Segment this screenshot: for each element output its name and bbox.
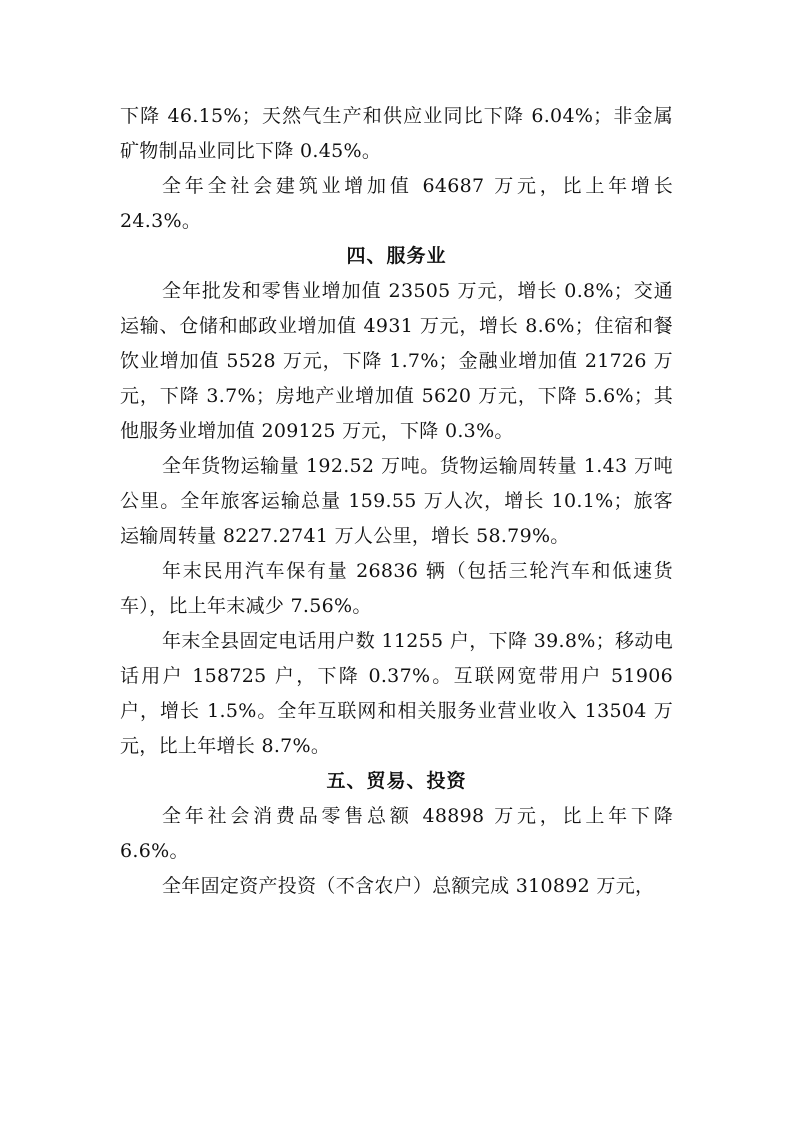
paragraph-service-value-added: 全年批发和零售业增加值 23505 万元，增长 0.8%；交通运输、仓储和邮政业增加值 4931 万元，增长 8.6%；住宿和餐饮业增加值 5528 万元，下降 1.7%；金融业增加值 21726 万元，下降 3.7%；房地产业增加值 5620 万元，下降 5.6%；其他服务业增加值 209125 万元，下降 0.3%。	[120, 280, 673, 442]
paragraph-retail: 全年社会消费品零售总额 48898 万元，比上年下降 6.6%。	[120, 805, 673, 862]
section-heading-services: 四、服务业	[346, 245, 447, 267]
section-heading-trade-investment: 五、贸易、投资	[326, 770, 467, 792]
paragraph-vehicles: 年末民用汽车保有量 26836 辆（包括三轮汽车和低速货车），比上年末减少 7.56%。	[120, 560, 673, 617]
paragraph-fixed-asset-investment: 全年固定资产投资（不含农户）总额完成 310892 万元，	[162, 875, 655, 897]
document-body	[120, 99, 673, 904]
paragraph-telecom: 年末全县固定电话用户数 11255 户，下降 39.8%；移动电话用户 158725 户，下降 0.37%。互联网宽带用户 51906 户，增长 1.5%。全年互联网和相关服务业营业收入 13504 万元，比上年增长 8.7%。	[120, 630, 673, 757]
paragraph-industry-decline: 下降 46.15%；天然气生产和供应业同比下降 6.04%；非金属矿物制品业同比下降 0.45%。	[120, 105, 673, 162]
paragraph-transport: 全年货物运输量 192.52 万吨。货物运输周转量 1.43 万吨公里。全年旅客运输总量 159.55 万人次，增长 10.1%；旅客运输周转量 8227.2741 万人公里，增长 58.79%。	[120, 455, 673, 547]
paragraph-construction: 全年全社会建筑业增加值 64687 万元，比上年增长 24.3%。	[120, 175, 673, 232]
